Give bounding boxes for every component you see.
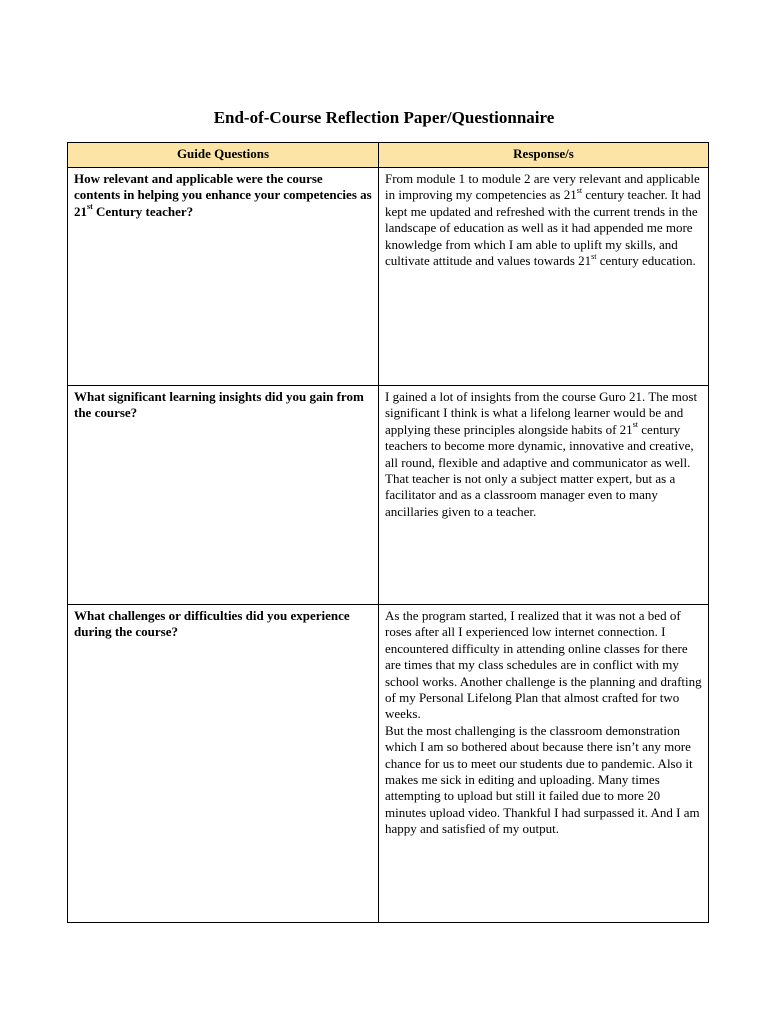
response-paragraph: As the program started, I realized that it was not a bed of roses after all I experienced low internet connection. I encountered difficulty in attending online classes for there are times that my class schedules are in conflict with my school works. Another challenge is the planning and drafting of my Personal Lifelong Plan that almost crafted for two weeks. (385, 608, 702, 722)
response-cell (379, 605, 709, 923)
question-text: Century teacher? (92, 203, 194, 219)
question-cell (68, 168, 379, 386)
response-text: I gained a lot of insights from the course Guro 21. The most significant I think is what a lifelong learner would be and applying these principles alongside habits of 21 (385, 389, 698, 437)
page-title: End-of-Course Reflection Paper/Questionnaire (213, 108, 555, 127)
table-row (68, 605, 709, 923)
response-paragraph: But the most challenging is the classroom demonstration which I am so bothered about because there isn’t any more chance for us to meet our students due to pandemic. Also it makes me sick in editing and uploading. Many times attempting to upload but still it failed due to more 20 minutes upload video. Thankful I had surpassed it. And I am happy and satisfied of my output. (385, 722, 700, 837)
ordinal-superscript: st (632, 420, 639, 430)
question-text: What challenges or difficulties did you experience during the course? (74, 608, 350, 640)
response-cell (379, 168, 709, 386)
question-text: How relevant and applicable were the course contents in helping you enhance your competencies as 21 (74, 171, 372, 219)
ordinal-superscript: st (576, 186, 583, 196)
response-cell (379, 386, 709, 605)
header-responses: Response/s (379, 143, 709, 168)
question-cell (68, 386, 379, 605)
reflection-table (67, 142, 709, 923)
response-text: century teachers to become more dynamic, innovative and creative, all round, flexible and adaptive and communicator as well. That teacher is not only a subject matter expert, but as a facilitator and as a classroom manager even to many ancillaries given to a teacher. (385, 421, 694, 519)
question-cell (68, 605, 379, 923)
ordinal-superscript: st (87, 202, 93, 212)
table-header-row (68, 143, 709, 168)
response-text: century education. (596, 253, 696, 269)
question-text: What significant learning insights did you gain from the course? (74, 389, 364, 421)
table-row (68, 168, 709, 386)
response-text: From module 1 to module 2 are very relevant and applicable in improving my competencies as 21 (385, 171, 700, 203)
header-guide-questions: Guide Questions (68, 143, 379, 168)
ordinal-superscript: st (591, 251, 597, 261)
response-text: century teacher. It had kept me updated and refreshed with the current trends in the landscape of education as well as it had appended me more knowledge from which I am able to uplift my skills, and cultivate attitude and values towards 21 (385, 187, 701, 269)
table-row (68, 386, 709, 605)
